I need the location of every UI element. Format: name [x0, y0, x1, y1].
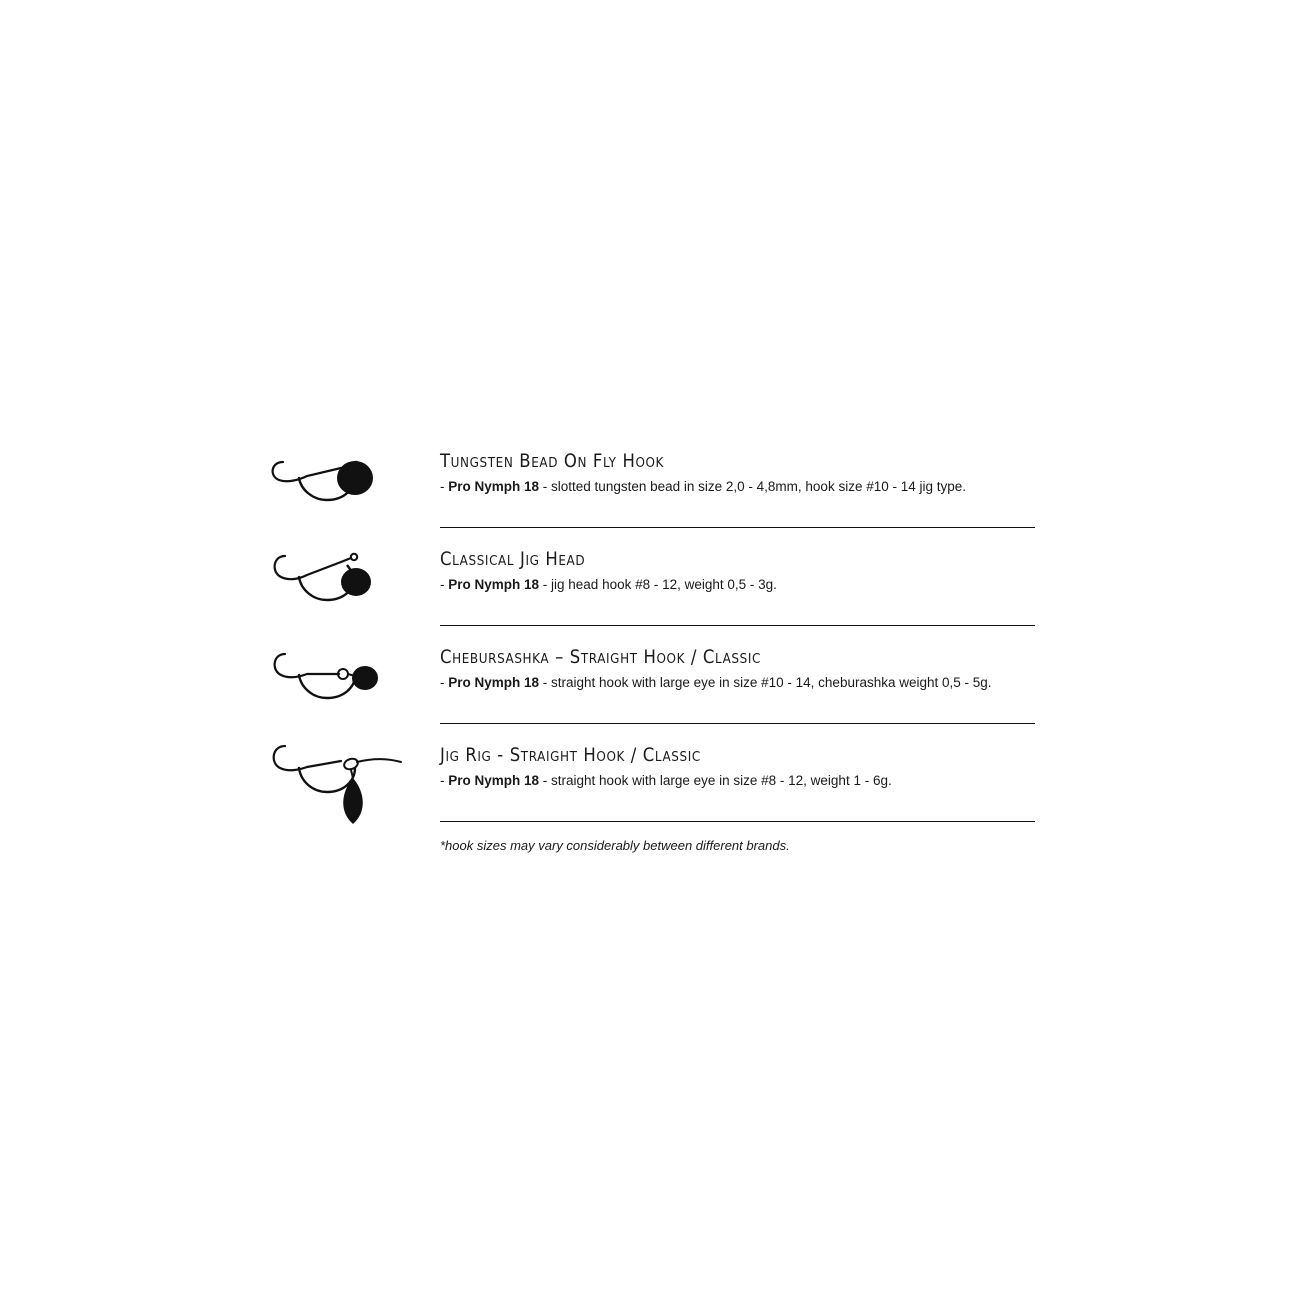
divider — [440, 723, 1035, 724]
rig-title: Classical Jig Head — [440, 548, 586, 570]
jig-rig-straight-hook-illustration — [255, 734, 440, 832]
rig-description — [440, 479, 1045, 495]
desc-rest: - straight hook with large eye in size #8 - 12, weight 1 - 6g. — [539, 773, 892, 788]
rig-title: Jig Rig - Straight Hook / Classic — [440, 744, 701, 766]
rig-title: Chebursashka – Straight Hook / Classic — [440, 646, 761, 668]
cheburashka-straight-hook-illustration — [255, 636, 440, 734]
divider — [440, 625, 1035, 626]
desc-prefix: - — [440, 577, 449, 592]
desc-brand: Pro Nymph 18 — [448, 577, 540, 592]
rig-text — [440, 636, 1045, 691]
desc-brand: Pro Nymph 18 — [448, 479, 540, 494]
desc-prefix: - — [440, 479, 449, 494]
rig-list — [255, 440, 1045, 832]
rig-text — [440, 440, 1045, 495]
list-item — [255, 440, 1045, 538]
rig-description — [440, 773, 1045, 789]
tungsten-bead-fly-hook-illustration — [255, 440, 440, 538]
desc-prefix: - — [440, 675, 449, 690]
desc-rest: - slotted tungsten bead in size 2,0 - 4,8mm, hook size #10 - 14 jig type. — [539, 479, 967, 494]
rig-title: Tungsten Bead On Fly Hook — [440, 450, 665, 472]
classical-jig-head-illustration — [255, 538, 440, 636]
desc-brand: Pro Nymph 18 — [448, 675, 540, 690]
desc-brand: Pro Nymph 18 — [448, 773, 540, 788]
rig-text — [440, 538, 1045, 593]
rig-description — [440, 675, 1045, 691]
divider — [440, 821, 1035, 822]
divider — [440, 527, 1035, 528]
list-item — [255, 636, 1045, 734]
desc-rest: - jig head hook #8 - 12, weight 0,5 - 3g. — [539, 577, 777, 592]
list-item — [255, 734, 1045, 832]
rig-description — [440, 577, 1045, 593]
rig-text — [440, 734, 1045, 789]
footnote: *hook sizes may vary considerably between different brands. — [440, 838, 790, 853]
desc-prefix: - — [440, 773, 449, 788]
list-item — [255, 538, 1045, 636]
desc-rest: - straight hook with large eye in size #10 - 14, cheburashka weight 0,5 - 5g. — [539, 675, 992, 690]
